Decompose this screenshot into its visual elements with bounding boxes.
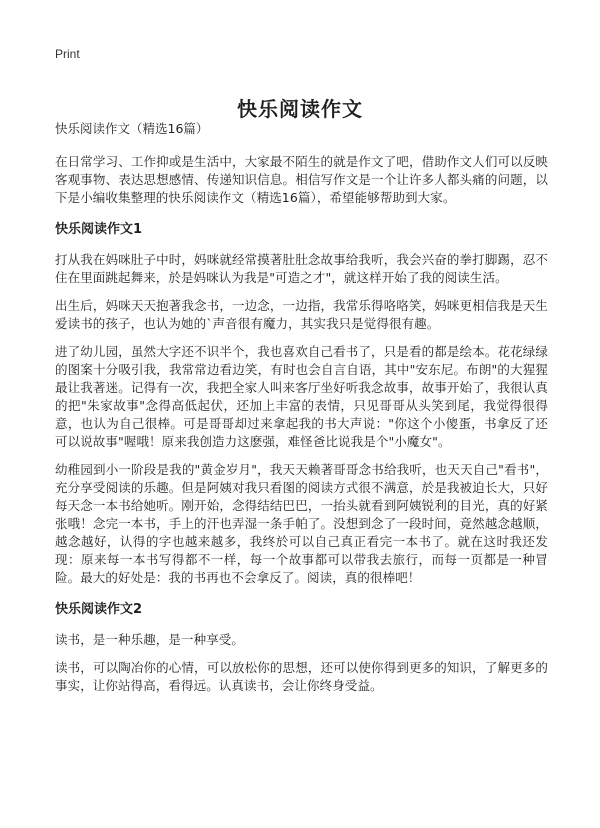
article-body bbox=[55, 120, 548, 705]
section-2-paragraph: 读书，可以陶冶你的心情，可以放松你的思想，还可以使你得到更多的知识，了解更多的事实，让你站得高，看得远。认真读书，会让你终身受益。 bbox=[55, 660, 548, 693]
section-1-paragraph: 进了幼儿园，虽然大字还不识半个，我也喜欢自己看书了，只是看的都是绘本。花花绿绿的图案十分吸引我，我常常边看边笑，有时也会自言自语，其中"安东尼。布朗"的大猩猩最让我著迷。记得有一次，我把全家人叫来客厅坐好听我念故事，故事开始了，我很认真的把"朱家故事"念得高低起伏，还加上丰富的表情，只见哥哥从头笑到尾，我觉得很得意，也认为自己很棒。可是哥哥却过来拿起我的书大声说："你这个小傻蛋，书拿反了还可以说故事"喔哦！原来我创造力这麽强，难怪爸比说我是个"小魔女"。 bbox=[55, 344, 548, 449]
section-heading-1: 快乐阅读作文1 bbox=[55, 222, 143, 237]
section-1-paragraph: 幼稚园到小一阶段是我的"黄金岁月"，我天天赖著哥哥念书给我听，也天天自己"看书"，充分享受阅读的乐趣。但是阿姨对我只看图的阅读方式很不满意，於是我被迫长大，只好每天念一本书给她听。刚开始，念得结结巴巴，一抬头就看到阿姨锐利的目光，真的好紧张哦！念完一本书，手上的汗也弄湿一条手帕了。没想到念了一段时间，竟然越念越顺，越念越好，认得的字也越来越多，我终於可以自己真正看完一本书了。就在这时我还发现：原来每一本书写得都不一样，每一个故事都可以带我去旅行，而每一页都是一种冒险。最大的好处是：我的书再也不会拿反了。阅读，真的很棒吧！ bbox=[55, 462, 548, 585]
article-subtitle: 快乐阅读作文（精选16篇） bbox=[55, 121, 209, 136]
section-heading-2: 快乐阅读作文2 bbox=[55, 602, 143, 617]
section-1-paragraph: 出生后，妈咪天天抱著我念书，一边念，一边指，我常乐得咯咯笑，妈咪更相信我是天生爱读书的孩子，也认为她的`声音很有魔力，其实我只是觉得很有趣。 bbox=[55, 298, 548, 331]
page-title: 快乐阅读作文 bbox=[237, 97, 363, 122]
print-link[interactable]: Print bbox=[55, 47, 80, 61]
section-1-paragraph: 打从我在妈咪肚子中时，妈咪就经常摸著肚肚念故事给我听，我会兴奋的拳打脚踢，忍不住在里面跳起舞来，於是妈咪认为我是"可造之才"，就这样开始了我的阅读生活。 bbox=[55, 252, 548, 285]
section-2-paragraph: 读书，是一种乐趣，是一种享受。 bbox=[55, 632, 245, 647]
intro-paragraph: 在日常学习、工作抑或是生活中，大家最不陌生的就是作文了吧，借助作文人们可以反映客观事物、表达思想感情、传递知识信息。相信写作文是一个让许多人都头痛的问题，以下是小编收集整理的快乐阅读作文（精选16篇），希望能够帮助到大家。 bbox=[55, 154, 548, 205]
